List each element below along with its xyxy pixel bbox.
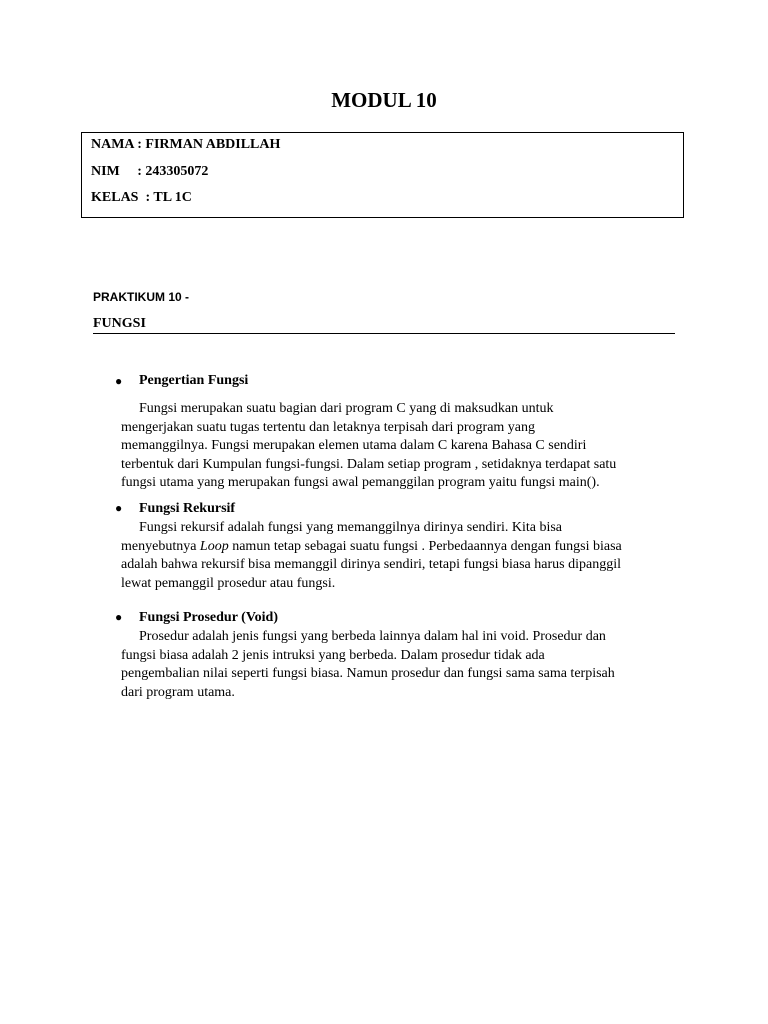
bullet-icon: ● [115,374,123,388]
student-name: NAMA : FIRMAN ABDILLAH [91,137,281,152]
section-title-pengertian: Pengertian Fungsi [139,373,249,388]
section-title-prosedur: Fungsi Prosedur (Void) [139,610,278,625]
paragraph-line: terbentuk dari Kumpulan fungsi-fungsi. Dalam setiap program , setidaknya terdapat satu [121,456,617,472]
paragraph-line: lewat pemanggil prosedur atau fungsi. [121,575,336,591]
student-class: KELAS : TL 1C [91,190,192,205]
paragraph-line: Prosedur adalah jenis fungsi yang berbeda lainnya dalam hal ini void. Prosedur dan [139,629,606,644]
paragraph-line: dari program utama. [121,684,235,700]
paragraph-line: fungsi utama yang merupakan fungsi awal pemanggilan program yaitu fungsi main(). [121,475,600,490]
paragraph-line: mengerjakan suatu tugas tertentu dan letaknya terpisah dari program yang [121,419,536,435]
section-title-rekursif: Fungsi Rekursif [139,501,236,516]
paragraph-line: pengembalian nilai seperti fungsi biasa. Namun prosedur dan fungsi sama sama terpisah [121,666,615,681]
paragraph-line: adalah bahwa rekursif bisa memanggil dirinya sendiri, tetapi fungsi biasa harus dipanggil [121,557,621,572]
paragraph-pengertian [121,400,681,493]
paragraph-line: fungsi biasa adalah 2 jenis intruksi yang berbeda. Dalam prosedur tidak ada [121,647,545,663]
paragraph-prosedur [121,628,681,702]
student-nim: NIM : 243305072 [91,164,209,179]
paragraph-line: Fungsi merupakan suatu bagian dari program C yang di maksudkan untuk [139,401,554,416]
paragraph-line: menyebutnya Loop namun tetap sebagai suatu fungsi . Perbedaannya dengan fungsi biasa [121,538,622,554]
section-heading: FUNGSI [93,316,675,334]
bullet-icon: ● [115,501,123,515]
bullet-icon: ● [115,610,123,624]
paragraph-rekursif [121,519,681,593]
paragraph-line: memanggilnya. Fungsi merupakan elemen utama dalam C karena Bahasa C sendiri [121,438,587,453]
identity-box [81,132,684,218]
praktikum-label: PRAKTIKUM 10 - [93,290,190,304]
page-title: MODUL 10 [331,88,437,112]
paragraph-line: Fungsi rekursif adalah fungsi yang memanggilnya dirinya sendiri. Kita bisa [139,520,563,535]
